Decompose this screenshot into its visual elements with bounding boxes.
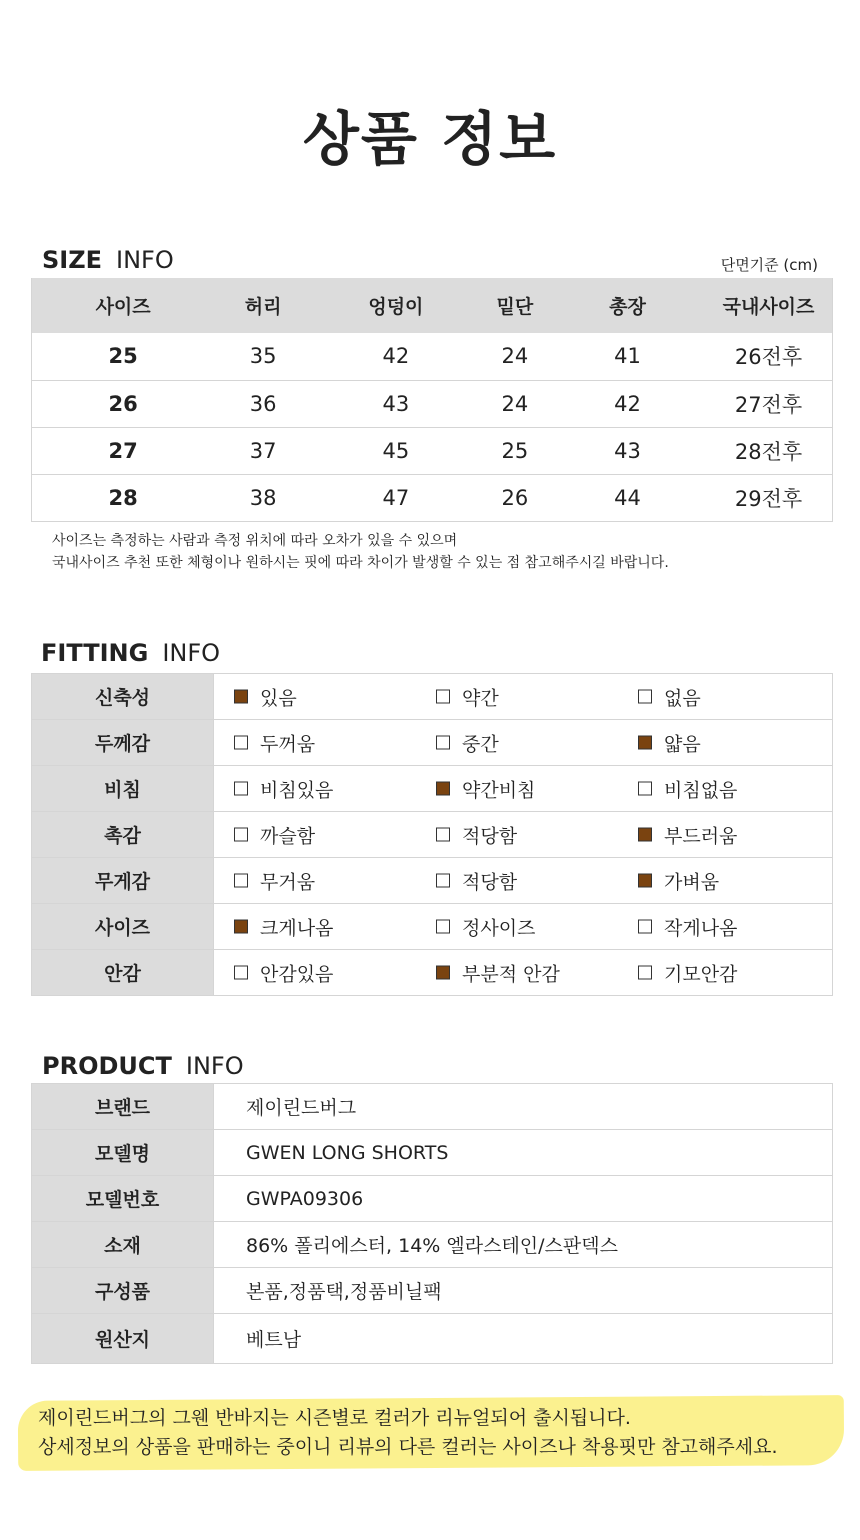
fitting-option-label: 없음 [664, 687, 701, 709]
size-cell: 25 [32, 333, 215, 380]
fitting-option [234, 821, 315, 848]
checked-box-icon [638, 828, 652, 842]
fitting-option [234, 913, 333, 940]
fitting-option [234, 867, 315, 894]
closing-line: 상세정보의 상품을 판매하는 중이니 리뷰의 다른 컬러는 사이즈나 착용핏만 참고해주세요. [38, 1436, 778, 1458]
unchecked-box-icon [436, 690, 450, 704]
size-cell: 28 [32, 474, 215, 521]
product-value: GWPA09306 [214, 1176, 833, 1222]
checked-box-icon [436, 782, 450, 796]
fitting-option-label: 약간비침 [462, 779, 536, 801]
fitting-option-label: 적당함 [462, 871, 518, 893]
size-note-line: 국내사이즈 추천 또한 체형이나 원하시는 핏에 따라 차이가 발생할 수 있는 점 참고해주시길 바랍니다. [52, 555, 669, 571]
product-value: 본품,정품택,정품비닐팩 [214, 1268, 833, 1314]
fitting-option [234, 729, 315, 756]
product-value: GWEN LONG SHORTS [214, 1130, 833, 1176]
fitting-option-label: 부드러움 [664, 825, 738, 847]
waist-cell: 37 [214, 427, 312, 474]
product-info-heading [42, 1052, 244, 1080]
size-col-header: 국내사이즈 [705, 278, 833, 333]
size-col-header: 밑단 [480, 278, 550, 333]
size-cell: 26 [32, 380, 215, 427]
kr-size-cell: 27전후 [705, 380, 833, 427]
size-col-header: 총장 [550, 278, 705, 333]
kr-size-cell: 29전후 [705, 474, 833, 521]
table-row [32, 1084, 833, 1130]
fitting-option-label: 적당함 [462, 825, 518, 847]
size-col-header: 허리 [214, 278, 312, 333]
closing-line: 제이린드버그의 그웬 반바지는 시즌별로 컬러가 리뉴얼되어 출시됩니다. [38, 1407, 631, 1429]
fitting-option [436, 959, 560, 986]
closing-note [38, 1404, 778, 1462]
fitting-option [638, 821, 737, 848]
table-row [32, 1314, 833, 1364]
unchecked-box-icon [638, 966, 652, 980]
unchecked-box-icon [436, 736, 450, 750]
fitting-option [638, 867, 719, 894]
product-label: 모델명 [32, 1130, 214, 1176]
checked-box-icon [638, 874, 652, 888]
kr-size-cell: 28전후 [705, 427, 833, 474]
fitting-option-label: 부분적 안감 [462, 963, 560, 985]
fitting-option-label: 크게나옴 [260, 917, 334, 939]
fitting-options [214, 904, 833, 950]
fitting-option-label: 작게나옴 [664, 917, 738, 939]
product-label: 원산지 [32, 1314, 214, 1364]
size-info-heading [42, 246, 174, 274]
size-heading-bold: SIZE [42, 246, 103, 274]
fitting-options [214, 674, 833, 720]
fitting-option-label: 있음 [260, 687, 297, 709]
waist-cell: 38 [214, 474, 312, 521]
fitting-option-label: 두꺼움 [260, 733, 316, 755]
checked-box-icon [638, 736, 652, 750]
checked-box-icon [234, 690, 248, 704]
fitting-label: 사이즈 [32, 904, 214, 950]
fitting-option-label: 비침없음 [664, 779, 738, 801]
fitting-option-label: 약간 [462, 687, 499, 709]
fitting-option-label: 안감있음 [260, 963, 334, 985]
fitting-option [436, 729, 499, 756]
product-label: 모델번호 [32, 1176, 214, 1222]
fitting-options [214, 812, 833, 858]
fitting-options [214, 858, 833, 904]
fitting-option-label: 중간 [462, 733, 499, 755]
fitting-option [436, 821, 517, 848]
size-col-header: 사이즈 [32, 278, 215, 333]
fitting-label: 비침 [32, 766, 214, 812]
table-row [32, 950, 833, 996]
size-note [52, 530, 669, 574]
product-heading-bold: PRODUCT [42, 1052, 172, 1080]
hip-cell: 47 [312, 474, 480, 521]
table-row [32, 474, 833, 521]
product-table [31, 1083, 833, 1364]
unchecked-box-icon [436, 874, 450, 888]
hem-cell: 26 [480, 474, 550, 521]
product-heading-light: INFO [185, 1052, 244, 1080]
fitting-option [436, 775, 535, 802]
unchecked-box-icon [234, 828, 248, 842]
unchecked-box-icon [234, 736, 248, 750]
fitting-option [638, 959, 737, 986]
fitting-option [638, 729, 701, 756]
fitting-option [638, 683, 701, 710]
table-row [32, 858, 833, 904]
table-row [32, 380, 833, 427]
size-table [31, 278, 833, 522]
fitting-info-heading [41, 639, 220, 667]
table-row [32, 674, 833, 720]
table-row [32, 904, 833, 950]
fitting-option [234, 959, 333, 986]
page-title: 상품 정보 [302, 105, 558, 173]
unchecked-box-icon [638, 690, 652, 704]
fitting-option-label: 가벼움 [664, 871, 720, 893]
length-cell: 44 [550, 474, 705, 521]
fitting-option-label: 기모안감 [664, 963, 738, 985]
waist-cell: 36 [214, 380, 312, 427]
size-table-header [32, 278, 833, 333]
product-value: 제이린드버그 [214, 1084, 833, 1130]
hip-cell: 42 [312, 333, 480, 380]
size-cell: 27 [32, 427, 215, 474]
fitting-options [214, 950, 833, 996]
length-cell: 41 [550, 333, 705, 380]
table-row [32, 1130, 833, 1176]
unchecked-box-icon [234, 782, 248, 796]
fitting-option-label: 얇음 [664, 733, 701, 755]
fitting-option [638, 775, 737, 802]
unchecked-box-icon [638, 782, 652, 796]
fitting-options [214, 720, 833, 766]
fitting-label: 촉감 [32, 812, 214, 858]
fitting-option [234, 683, 297, 710]
product-value: 베트남 [214, 1314, 833, 1364]
unchecked-box-icon [234, 874, 248, 888]
fitting-heading-bold: FITTING [41, 639, 149, 667]
table-row [32, 720, 833, 766]
unchecked-box-icon [234, 966, 248, 980]
hip-cell: 45 [312, 427, 480, 474]
product-label: 구성품 [32, 1268, 214, 1314]
table-row [32, 812, 833, 858]
fitting-option-label: 비침있음 [260, 779, 334, 801]
fitting-label: 안감 [32, 950, 214, 996]
fitting-options [214, 766, 833, 812]
table-row [32, 427, 833, 474]
size-note-line: 사이즈는 측정하는 사람과 측정 위치에 따라 오차가 있을 수 있으며 [52, 533, 458, 549]
hem-cell: 24 [480, 380, 550, 427]
table-row [32, 1176, 833, 1222]
fitting-option [234, 775, 333, 802]
size-heading-light: INFO [116, 246, 174, 274]
hem-cell: 25 [480, 427, 550, 474]
product-value: 86% 폴리에스터, 14% 엘라스테인/스판덱스 [214, 1222, 833, 1268]
unchecked-box-icon [436, 828, 450, 842]
fitting-option-label: 까슬함 [260, 825, 316, 847]
fitting-option-label: 무거움 [260, 871, 316, 893]
fitting-option [436, 683, 499, 710]
fitting-heading-light: INFO [162, 639, 221, 667]
fitting-label: 신축성 [32, 674, 214, 720]
checked-box-icon [436, 966, 450, 980]
size-col-header: 엉덩이 [312, 278, 480, 333]
table-row [32, 333, 833, 380]
table-row [32, 766, 833, 812]
fitting-label: 두께감 [32, 720, 214, 766]
product-label: 소재 [32, 1222, 214, 1268]
waist-cell: 35 [214, 333, 312, 380]
fitting-label: 무게감 [32, 858, 214, 904]
length-cell: 42 [550, 380, 705, 427]
fitting-option-label: 정사이즈 [462, 917, 536, 939]
unchecked-box-icon [436, 920, 450, 934]
table-row [32, 1268, 833, 1314]
length-cell: 43 [550, 427, 705, 474]
unchecked-box-icon [638, 920, 652, 934]
fitting-option [436, 913, 535, 940]
fitting-table [31, 673, 833, 996]
unit-note: 단면기준 (cm) [720, 256, 818, 274]
checked-box-icon [234, 920, 248, 934]
fitting-option [436, 867, 517, 894]
kr-size-cell: 26전후 [705, 333, 833, 380]
hip-cell: 43 [312, 380, 480, 427]
product-label: 브랜드 [32, 1084, 214, 1130]
fitting-option [638, 913, 737, 940]
table-row [32, 1222, 833, 1268]
hem-cell: 24 [480, 333, 550, 380]
